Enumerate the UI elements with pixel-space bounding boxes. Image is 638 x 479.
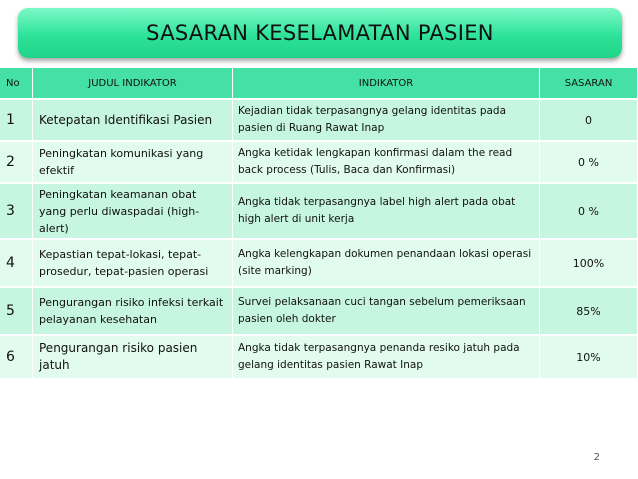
header-sasaran: SASARAN [540,68,638,100]
row-indikator: Angka kelengkapan dokumen penandaan lokasi operasi (site marking) [233,240,540,288]
slide-title: SASARAN KESELAMATAN PASIEN [146,21,494,45]
row-judul: Peningkatan keamanan obat yang perlu diwaspadai (high-alert) [33,184,233,240]
table-row [0,184,638,240]
row-sasaran: 100% [540,240,638,288]
title-banner [18,8,622,58]
row-indikator: Angka tidak terpasangnya penanda resiko jatuh pada gelang identitas pasien Rawat Inap [233,336,540,380]
row-number: 5 [0,288,33,336]
row-number: 1 [0,100,33,142]
row-sasaran: 0 [540,100,638,142]
table-row [0,240,638,288]
table-row [0,100,638,142]
row-judul: Ketepatan Identifikasi Pasien [33,100,233,142]
indicator-table-wrapper [0,68,638,380]
header-no: No [0,68,33,100]
row-number: 2 [0,142,33,184]
table-row [0,336,638,380]
table-header-row [0,68,638,100]
table-row [0,288,638,336]
slide-number: 2 [593,452,600,463]
row-judul: Peningkatan komunikasi yang efektif [33,142,233,184]
row-indikator: Angka ketidak lengkapan konfirmasi dalam the read back process (Tulis, Baca dan Konfirmasi) [233,142,540,184]
row-judul: Pengurangan risiko infeksi terkait pelayanan kesehatan [33,288,233,336]
header-indikator: INDIKATOR [233,68,540,100]
row-indikator: Kejadian tidak terpasangnya gelang identitas pada pasien di Ruang Rawat Inap [233,100,540,142]
row-number: 3 [0,184,33,240]
row-judul: Pengurangan risiko pasien jatuh [33,336,233,380]
row-number: 4 [0,240,33,288]
row-sasaran: 0 % [540,142,638,184]
row-indikator: Angka tidak terpasangnya label high alert pada obat high alert di unit kerja [233,184,540,240]
row-judul: Kepastian tepat-lokasi, tepat-prosedur, tepat-pasien operasi [33,240,233,288]
row-indikator: Survei pelaksanaan cuci tangan sebelum pemeriksaan pasien oleh dokter [233,288,540,336]
header-judul: JUDUL INDIKATOR [33,68,233,100]
row-sasaran: 0 % [540,184,638,240]
row-sasaran: 85% [540,288,638,336]
row-sasaran: 10% [540,336,638,380]
row-number: 6 [0,336,33,380]
table-row [0,142,638,184]
indicator-table [0,68,638,380]
